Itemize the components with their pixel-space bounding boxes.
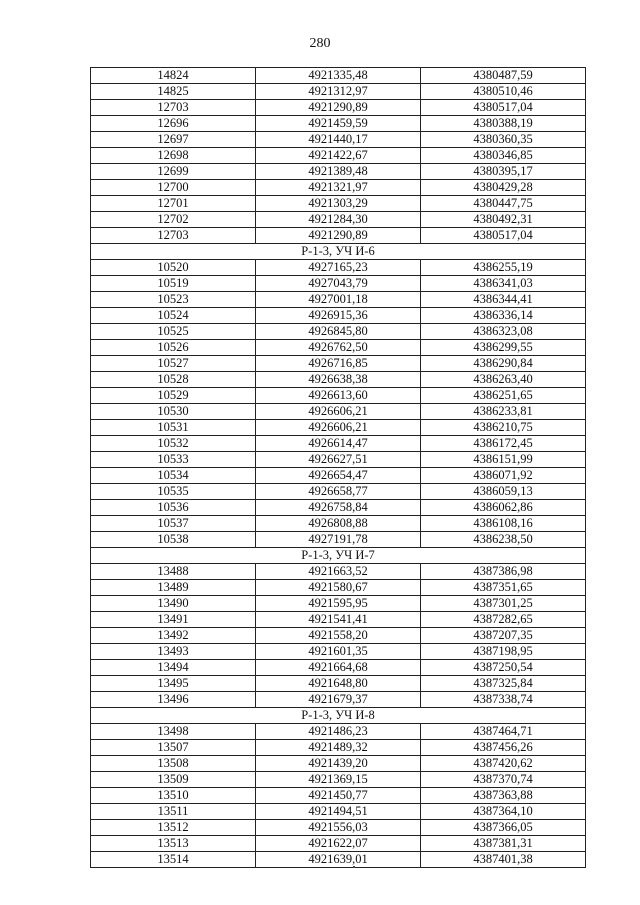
table-row — [91, 820, 586, 836]
x-coordinate-cell: 4921321,97 — [256, 180, 421, 196]
x-coordinate-cell: 4926915,36 — [256, 308, 421, 324]
table-row — [91, 452, 586, 468]
table-row — [91, 596, 586, 612]
x-coordinate-cell: 4926606,21 — [256, 404, 421, 420]
y-coordinate-cell: 4380487,59 — [421, 68, 586, 84]
table-row — [91, 180, 586, 196]
table-row — [91, 724, 586, 740]
x-coordinate-cell: 4921639,01 — [256, 852, 421, 868]
table-row — [91, 612, 586, 628]
x-coordinate-cell: 4921450,77 — [256, 788, 421, 804]
point-number-cell: 12702 — [91, 212, 256, 228]
x-coordinate-cell: 4921290,89 — [256, 100, 421, 116]
x-coordinate-cell: 4926614,47 — [256, 436, 421, 452]
point-number-cell: 10523 — [91, 292, 256, 308]
y-coordinate-cell: 4387325,84 — [421, 676, 586, 692]
table-row — [91, 164, 586, 180]
x-coordinate-cell: 4926638,38 — [256, 372, 421, 388]
y-coordinate-cell: 4380346,85 — [421, 148, 586, 164]
point-number-cell: 13488 — [91, 564, 256, 580]
y-coordinate-cell: 4387207,35 — [421, 628, 586, 644]
x-coordinate-cell: 4921486,23 — [256, 724, 421, 740]
x-coordinate-cell: 4926716,85 — [256, 356, 421, 372]
y-coordinate-cell: 4386341,03 — [421, 276, 586, 292]
y-coordinate-cell: 4387351,65 — [421, 580, 586, 596]
table-row — [91, 356, 586, 372]
x-coordinate-cell: 4921679,37 — [256, 692, 421, 708]
y-coordinate-cell: 4387363,88 — [421, 788, 586, 804]
section-header-row — [91, 548, 586, 564]
table-row — [91, 260, 586, 276]
y-coordinate-cell: 4386062,86 — [421, 500, 586, 516]
point-number-cell: 10525 — [91, 324, 256, 340]
y-coordinate-cell: 4387366,05 — [421, 820, 586, 836]
x-coordinate-cell: 4921459,59 — [256, 116, 421, 132]
section-header-row — [91, 708, 586, 724]
y-coordinate-cell: 4386255,19 — [421, 260, 586, 276]
table-row — [91, 372, 586, 388]
point-number-cell: 12698 — [91, 148, 256, 164]
point-number-cell: 10534 — [91, 468, 256, 484]
table-row — [91, 340, 586, 356]
point-number-cell: 10531 — [91, 420, 256, 436]
table-row — [91, 212, 586, 228]
table-row — [91, 852, 586, 868]
table-row — [91, 404, 586, 420]
table-row — [91, 468, 586, 484]
table-row — [91, 740, 586, 756]
y-coordinate-cell: 4380429,28 — [421, 180, 586, 196]
point-number-cell: 12696 — [91, 116, 256, 132]
table-row — [91, 276, 586, 292]
y-coordinate-cell: 4387464,71 — [421, 724, 586, 740]
table-row — [91, 292, 586, 308]
y-coordinate-cell: 4387338,74 — [421, 692, 586, 708]
x-coordinate-cell: 4921664,68 — [256, 660, 421, 676]
point-number-cell: 10538 — [91, 532, 256, 548]
table-row — [91, 100, 586, 116]
point-number-cell: 12700 — [91, 180, 256, 196]
y-coordinate-cell: 4387282,65 — [421, 612, 586, 628]
y-coordinate-cell: 4386251,65 — [421, 388, 586, 404]
point-number-cell: 12703 — [91, 100, 256, 116]
x-coordinate-cell: 4921648,80 — [256, 676, 421, 692]
y-coordinate-cell: 4387381,31 — [421, 836, 586, 852]
x-coordinate-cell: 4921558,20 — [256, 628, 421, 644]
y-coordinate-cell: 4386323,08 — [421, 324, 586, 340]
point-number-cell: 10524 — [91, 308, 256, 324]
table-row — [91, 436, 586, 452]
point-number-cell: 10536 — [91, 500, 256, 516]
x-coordinate-cell: 4921335,48 — [256, 68, 421, 84]
point-number-cell: 12701 — [91, 196, 256, 212]
point-number-cell: 13507 — [91, 740, 256, 756]
x-coordinate-cell: 4921439,20 — [256, 756, 421, 772]
table-row — [91, 116, 586, 132]
y-coordinate-cell: 4380388,19 — [421, 116, 586, 132]
table-row — [91, 660, 586, 676]
y-coordinate-cell: 4386108,16 — [421, 516, 586, 532]
table-row — [91, 420, 586, 436]
table-row — [91, 804, 586, 820]
x-coordinate-cell: 4921580,67 — [256, 580, 421, 596]
x-coordinate-cell: 4926654,47 — [256, 468, 421, 484]
point-number-cell: 13489 — [91, 580, 256, 596]
point-number-cell: 13492 — [91, 628, 256, 644]
y-coordinate-cell: 4387456,26 — [421, 740, 586, 756]
page-mark — [353, 866, 355, 868]
x-coordinate-cell: 4921440,17 — [256, 132, 421, 148]
x-coordinate-cell: 4926758,84 — [256, 500, 421, 516]
x-coordinate-cell: 4921369,15 — [256, 772, 421, 788]
point-number-cell: 10519 — [91, 276, 256, 292]
y-coordinate-cell: 4386233,81 — [421, 404, 586, 420]
table-row — [91, 772, 586, 788]
y-coordinate-cell: 4387401,38 — [421, 852, 586, 868]
point-number-cell: 13491 — [91, 612, 256, 628]
point-number-cell: 13510 — [91, 788, 256, 804]
point-number-cell: 12703 — [91, 228, 256, 244]
point-number-cell: 12697 — [91, 132, 256, 148]
x-coordinate-cell: 4921303,29 — [256, 196, 421, 212]
point-number-cell: 10530 — [91, 404, 256, 420]
y-coordinate-cell: 4386299,55 — [421, 340, 586, 356]
point-number-cell: 13509 — [91, 772, 256, 788]
x-coordinate-cell: 4927191,78 — [256, 532, 421, 548]
x-coordinate-cell: 4921494,51 — [256, 804, 421, 820]
y-coordinate-cell: 4380492,31 — [421, 212, 586, 228]
table-row — [91, 308, 586, 324]
y-coordinate-cell: 4380447,75 — [421, 196, 586, 212]
point-number-cell: 10527 — [91, 356, 256, 372]
point-number-cell: 13490 — [91, 596, 256, 612]
x-coordinate-cell: 4926845,80 — [256, 324, 421, 340]
x-coordinate-cell: 4921663,52 — [256, 564, 421, 580]
y-coordinate-cell: 4386344,41 — [421, 292, 586, 308]
x-coordinate-cell: 4926808,88 — [256, 516, 421, 532]
y-coordinate-cell: 4387386,98 — [421, 564, 586, 580]
x-coordinate-cell: 4921312,97 — [256, 84, 421, 100]
y-coordinate-cell: 4386071,92 — [421, 468, 586, 484]
x-coordinate-cell: 4921290,89 — [256, 228, 421, 244]
y-coordinate-cell: 4386151,99 — [421, 452, 586, 468]
table-row — [91, 324, 586, 340]
x-coordinate-cell: 4921556,03 — [256, 820, 421, 836]
y-coordinate-cell: 4386059,13 — [421, 484, 586, 500]
x-coordinate-cell: 4927165,23 — [256, 260, 421, 276]
table-row — [91, 68, 586, 84]
coordinates-table-body — [91, 68, 586, 868]
y-coordinate-cell: 4380510,46 — [421, 84, 586, 100]
point-number-cell: 13512 — [91, 820, 256, 836]
table-row — [91, 532, 586, 548]
y-coordinate-cell: 4380517,04 — [421, 228, 586, 244]
table-row — [91, 580, 586, 596]
x-coordinate-cell: 4927043,79 — [256, 276, 421, 292]
y-coordinate-cell: 4386238,50 — [421, 532, 586, 548]
x-coordinate-cell: 4921389,48 — [256, 164, 421, 180]
table-row — [91, 836, 586, 852]
table-row — [91, 788, 586, 804]
table-row — [91, 564, 586, 580]
x-coordinate-cell: 4927001,18 — [256, 292, 421, 308]
x-coordinate-cell: 4921601,35 — [256, 644, 421, 660]
point-number-cell: 13508 — [91, 756, 256, 772]
point-number-cell: 13498 — [91, 724, 256, 740]
point-number-cell: 10535 — [91, 484, 256, 500]
page-number: 280 — [309, 36, 331, 51]
table-row — [91, 196, 586, 212]
x-coordinate-cell: 4921622,07 — [256, 836, 421, 852]
x-coordinate-cell: 4921422,67 — [256, 148, 421, 164]
x-coordinate-cell: 4921284,30 — [256, 212, 421, 228]
y-coordinate-cell: 4380360,35 — [421, 132, 586, 148]
y-coordinate-cell: 4380517,04 — [421, 100, 586, 116]
point-number-cell: 10537 — [91, 516, 256, 532]
y-coordinate-cell: 4387370,74 — [421, 772, 586, 788]
y-coordinate-cell: 4387364,10 — [421, 804, 586, 820]
point-number-cell: 10529 — [91, 388, 256, 404]
table-row — [91, 644, 586, 660]
table-row — [91, 756, 586, 772]
y-coordinate-cell: 4386210,75 — [421, 420, 586, 436]
x-coordinate-cell: 4921489,32 — [256, 740, 421, 756]
point-number-cell: 13496 — [91, 692, 256, 708]
table-row — [91, 388, 586, 404]
y-coordinate-cell: 4386290,84 — [421, 356, 586, 372]
section-label: Р-1-3, УЧ И-6 — [91, 244, 586, 260]
x-coordinate-cell: 4926658,77 — [256, 484, 421, 500]
point-number-cell: 12699 — [91, 164, 256, 180]
y-coordinate-cell: 4387301,25 — [421, 596, 586, 612]
table-row — [91, 228, 586, 244]
point-number-cell: 10520 — [91, 260, 256, 276]
point-number-cell: 10526 — [91, 340, 256, 356]
point-number-cell: 13495 — [91, 676, 256, 692]
table-row — [91, 516, 586, 532]
point-number-cell: 13514 — [91, 852, 256, 868]
x-coordinate-cell: 4921595,95 — [256, 596, 421, 612]
y-coordinate-cell: 4386263,40 — [421, 372, 586, 388]
section-label: Р-1-3, УЧ И-7 — [91, 548, 586, 564]
y-coordinate-cell: 4380395,17 — [421, 164, 586, 180]
point-number-cell: 10533 — [91, 452, 256, 468]
section-label: Р-1-3, УЧ И-8 — [91, 708, 586, 724]
table-row — [91, 692, 586, 708]
table-row — [91, 676, 586, 692]
point-number-cell: 13494 — [91, 660, 256, 676]
coordinates-table — [90, 67, 586, 868]
table-row — [91, 628, 586, 644]
y-coordinate-cell: 4387420,62 — [421, 756, 586, 772]
y-coordinate-cell: 4387250,54 — [421, 660, 586, 676]
x-coordinate-cell: 4926627,51 — [256, 452, 421, 468]
x-coordinate-cell: 4921541,41 — [256, 612, 421, 628]
point-number-cell: 10532 — [91, 436, 256, 452]
point-number-cell: 14824 — [91, 68, 256, 84]
x-coordinate-cell: 4926762,50 — [256, 340, 421, 356]
point-number-cell: 14825 — [91, 84, 256, 100]
y-coordinate-cell: 4387198,95 — [421, 644, 586, 660]
section-header-row — [91, 244, 586, 260]
x-coordinate-cell: 4926606,21 — [256, 420, 421, 436]
table-row — [91, 484, 586, 500]
table-row — [91, 148, 586, 164]
x-coordinate-cell: 4926613,60 — [256, 388, 421, 404]
point-number-cell: 13493 — [91, 644, 256, 660]
y-coordinate-cell: 4386336,14 — [421, 308, 586, 324]
y-coordinate-cell: 4386172,45 — [421, 436, 586, 452]
point-number-cell: 13511 — [91, 804, 256, 820]
point-number-cell: 13513 — [91, 836, 256, 852]
point-number-cell: 10528 — [91, 372, 256, 388]
table-row — [91, 84, 586, 100]
table-row — [91, 132, 586, 148]
table-row — [91, 500, 586, 516]
